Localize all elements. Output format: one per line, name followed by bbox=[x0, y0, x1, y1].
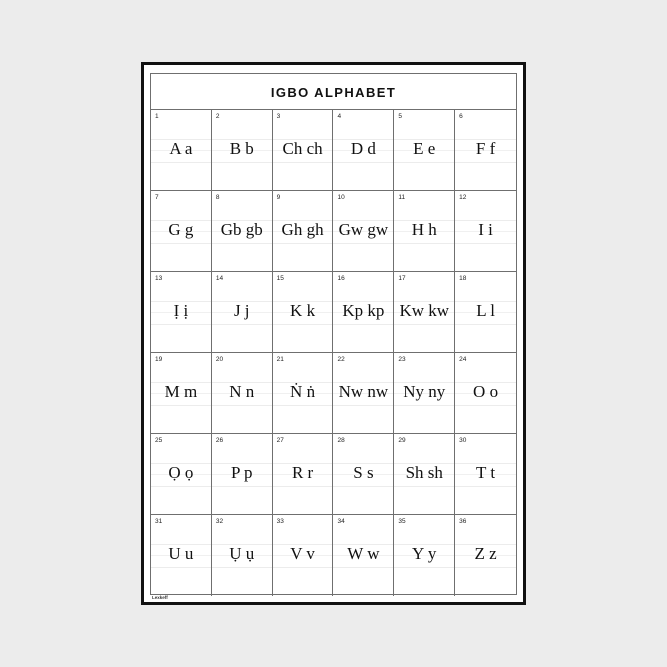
letter-number: 17 bbox=[398, 275, 406, 282]
letter-cell bbox=[151, 515, 212, 596]
letter-text: Kw kw bbox=[399, 301, 450, 320]
letter-text: Kp kp bbox=[342, 301, 385, 320]
letter-number: 24 bbox=[459, 356, 467, 363]
letter-cell bbox=[333, 353, 394, 434]
letter-text: B b bbox=[229, 139, 254, 158]
letter-number: 12 bbox=[459, 194, 467, 201]
letter-text: T t bbox=[476, 463, 496, 482]
letter-text: Ny ny bbox=[403, 382, 446, 401]
letter-number: 4 bbox=[337, 113, 342, 120]
letter-number: 6 bbox=[459, 113, 463, 120]
letter-number: 33 bbox=[276, 518, 284, 525]
letter-cell bbox=[273, 191, 334, 272]
letter-text: R r bbox=[291, 463, 314, 482]
letter-text: G g bbox=[168, 220, 194, 239]
letter-cell bbox=[455, 353, 516, 434]
letter-number: 7 bbox=[155, 194, 159, 201]
letter-number: 13 bbox=[155, 275, 163, 282]
letter-number: 10 bbox=[337, 194, 345, 201]
letter-cell bbox=[394, 191, 455, 272]
letter-cell bbox=[212, 515, 273, 596]
letter-number: 27 bbox=[276, 437, 284, 444]
letter-text: H h bbox=[411, 220, 437, 239]
letter-cell bbox=[273, 110, 334, 191]
letter-text: S s bbox=[353, 463, 374, 482]
letter-text: D d bbox=[350, 139, 376, 158]
letter-number: 25 bbox=[155, 437, 163, 444]
letter-cell bbox=[212, 434, 273, 515]
letter-text: L l bbox=[476, 301, 495, 320]
letter-number: 9 bbox=[276, 194, 281, 201]
letter-number: 19 bbox=[155, 356, 163, 363]
letter-number: 15 bbox=[276, 275, 284, 282]
letter-text: M m bbox=[164, 382, 198, 401]
letter-number: 22 bbox=[337, 356, 345, 363]
letter-number: 3 bbox=[276, 113, 281, 120]
letter-text: I i bbox=[478, 220, 493, 239]
poster-title: IGBO ALPHABET bbox=[270, 84, 397, 100]
letter-number: 11 bbox=[398, 194, 406, 201]
letter-text: Y y bbox=[412, 544, 437, 563]
letter-cell bbox=[212, 191, 273, 272]
letter-text: F f bbox=[475, 139, 496, 158]
letter-cell bbox=[394, 434, 455, 515]
letter-text: P p bbox=[230, 463, 253, 482]
letter-cell bbox=[273, 434, 334, 515]
letter-number: 29 bbox=[398, 437, 406, 444]
letter-number: 8 bbox=[215, 194, 220, 201]
letter-cell bbox=[151, 353, 212, 434]
letter-number: 1 bbox=[155, 113, 159, 120]
alphabet-poster bbox=[141, 62, 526, 605]
letter-cell bbox=[151, 191, 212, 272]
letter-cell bbox=[455, 434, 516, 515]
letter-text: Nw nw bbox=[338, 382, 389, 401]
letter-cell bbox=[455, 272, 516, 353]
poster-inner-frame bbox=[150, 73, 517, 595]
letter-number: 36 bbox=[459, 518, 467, 525]
letter-cell bbox=[151, 272, 212, 353]
letter-text: K k bbox=[290, 301, 316, 320]
letter-cell bbox=[151, 434, 212, 515]
letter-text: J j bbox=[233, 301, 250, 320]
letter-cell bbox=[394, 110, 455, 191]
title-bar bbox=[151, 74, 516, 110]
letter-cell bbox=[212, 353, 273, 434]
letter-cell bbox=[333, 191, 394, 272]
letter-cell bbox=[455, 191, 516, 272]
letter-text: Ṅ ṅ bbox=[290, 382, 316, 401]
letter-text: Ụ ụ bbox=[229, 544, 255, 563]
brand-label: Lexkeff bbox=[152, 595, 168, 600]
letter-cell bbox=[333, 515, 394, 596]
letter-text: Gw gw bbox=[338, 220, 389, 239]
letter-number: 34 bbox=[337, 518, 345, 525]
letter-text: Z z bbox=[474, 544, 497, 563]
letter-cell bbox=[273, 272, 334, 353]
letter-cell bbox=[455, 110, 516, 191]
letter-cell bbox=[333, 434, 394, 515]
letter-number: 28 bbox=[337, 437, 345, 444]
letter-grid bbox=[151, 110, 516, 596]
letter-number: 26 bbox=[215, 437, 224, 444]
letter-cell bbox=[212, 110, 273, 191]
letter-text: Ọ ọ bbox=[168, 463, 194, 482]
letter-text: Ch ch bbox=[282, 139, 323, 158]
letter-text: Sh sh bbox=[405, 463, 443, 482]
letter-number: 16 bbox=[337, 275, 345, 282]
letter-number: 21 bbox=[276, 356, 284, 363]
letter-text: O o bbox=[473, 382, 499, 401]
letter-cell bbox=[455, 515, 516, 596]
letter-cell bbox=[273, 515, 334, 596]
letter-cell bbox=[151, 110, 212, 191]
letter-number: 5 bbox=[398, 113, 402, 120]
letter-text: Gb gb bbox=[220, 220, 263, 239]
letter-text: E e bbox=[413, 139, 436, 158]
letter-cell bbox=[394, 515, 455, 596]
letter-text: W w bbox=[347, 544, 380, 563]
letter-text: A a bbox=[169, 139, 193, 158]
letter-number: 18 bbox=[459, 275, 467, 282]
letter-number: 23 bbox=[398, 356, 406, 363]
letter-number: 32 bbox=[215, 518, 224, 525]
letter-number: 14 bbox=[215, 275, 224, 282]
letter-number: 30 bbox=[459, 437, 467, 444]
letter-number: 2 bbox=[215, 113, 220, 120]
letter-text: V v bbox=[290, 544, 315, 563]
letter-text: N n bbox=[229, 382, 255, 401]
letter-text: Ị ị bbox=[173, 301, 189, 320]
letter-cell bbox=[333, 110, 394, 191]
letter-cell bbox=[273, 353, 334, 434]
letter-cell bbox=[212, 272, 273, 353]
letter-cell bbox=[333, 272, 394, 353]
letter-text: Gh gh bbox=[281, 220, 324, 239]
letter-number: 20 bbox=[215, 356, 224, 363]
letter-number: 31 bbox=[155, 518, 163, 525]
letter-text: U u bbox=[168, 544, 194, 563]
letter-cell bbox=[394, 272, 455, 353]
letter-cell bbox=[394, 353, 455, 434]
letter-number: 35 bbox=[398, 518, 406, 525]
